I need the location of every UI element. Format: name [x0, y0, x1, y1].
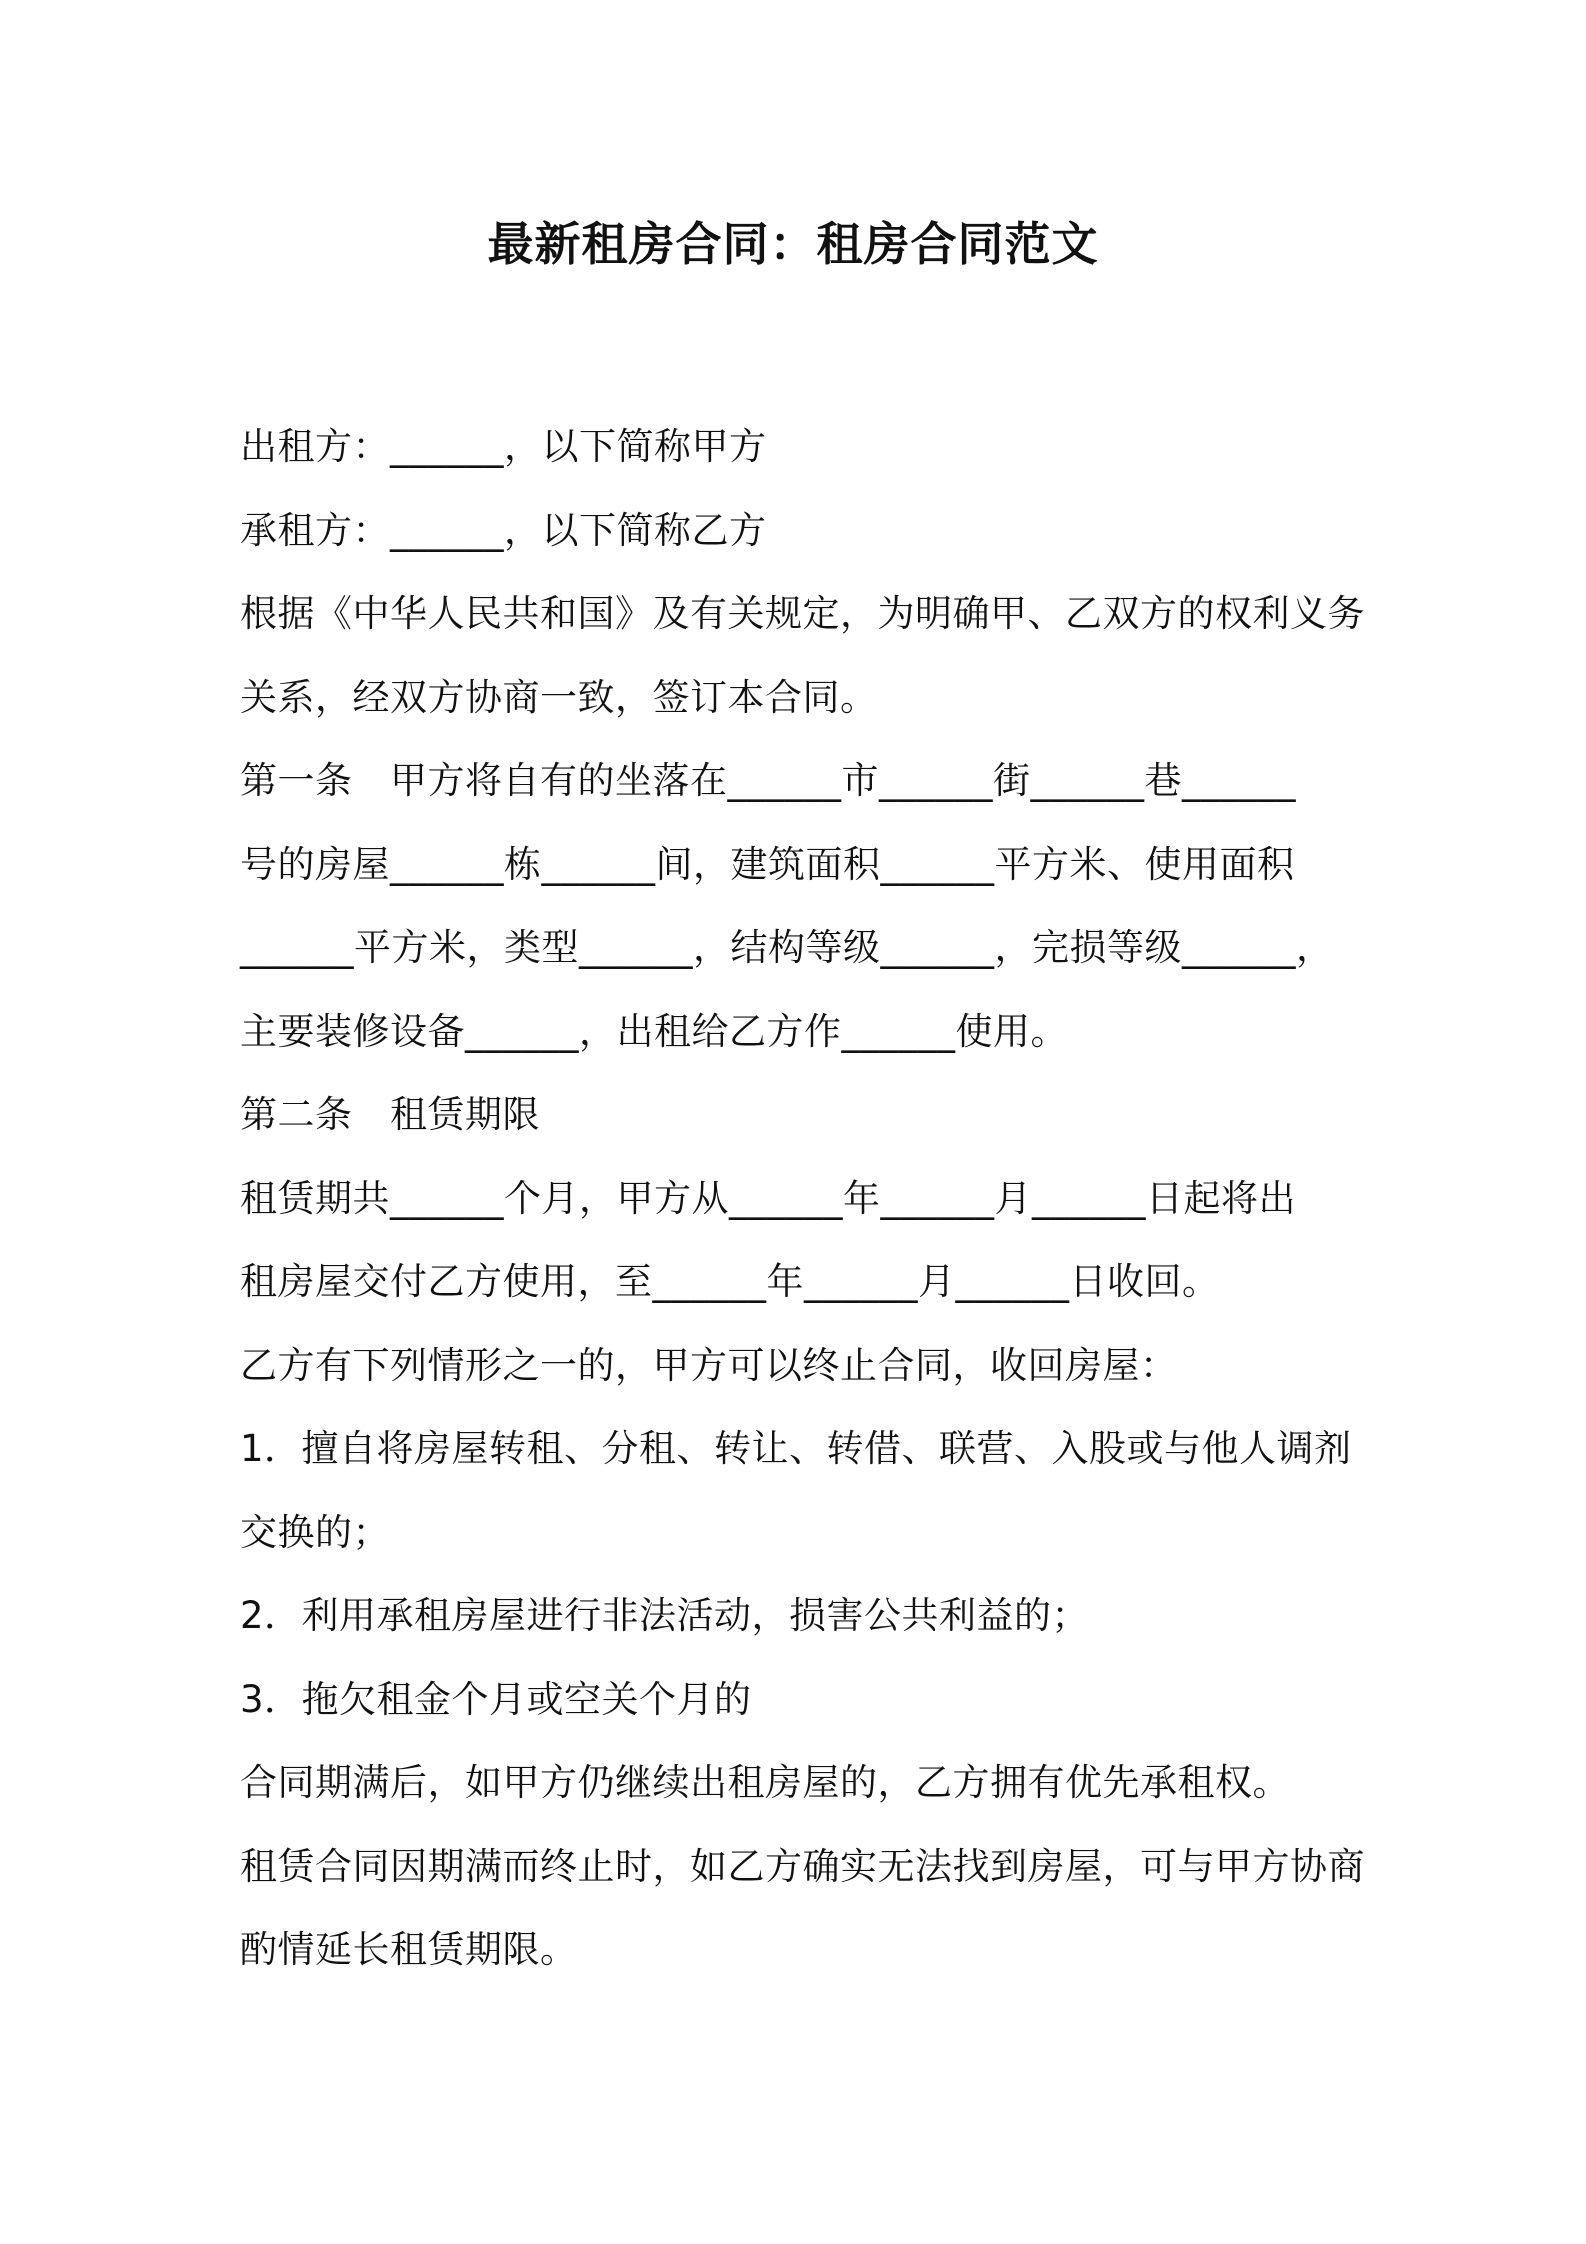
text-line-article-1-d: 主要装修设备______，出租给乙方作______使用。: [240, 1009, 1068, 1053]
text-line-term-b: 租房屋交付乙方使用，至______年______月______日收回。: [240, 1260, 1220, 1303]
text-line-preamble-1: 根据《中华人民共和国》及有关规定，为明确甲、乙双方的权利义务: [240, 592, 1365, 635]
document-body: [240, 405, 1365, 1992]
text-line-article-1-a: 第一条 甲方将自有的坐落在______市______街______巷______: [240, 759, 1296, 802]
text-line-lessee: 承租方：______，以下简称乙方: [240, 508, 767, 552]
text-line-termination-intro: 乙方有下列情形之一的，甲方可以终止合同，收回房屋：: [240, 1343, 1178, 1387]
text-line-preamble-2: 关系，经双方协商一致，签订本合同。: [240, 675, 878, 719]
text-line-term-a: 租赁期共______个月，甲方从______年______月______日起将出: [240, 1176, 1296, 1220]
text-line-item-2: 2．利用承租房屋进行非法活动，损害公共利益的；: [240, 1594, 1090, 1637]
text-line-priority: 合同期满后，如甲方仍继续出租房屋的，乙方拥有优先承租权。: [240, 1761, 1290, 1804]
text-line-extension-b: 酌情延长租赁期限。: [240, 1928, 578, 1971]
text-line-article-2-heading: 第二条 租赁期限: [240, 1093, 540, 1136]
text-line-item-1-a: 1．擅自将房屋转租、分租、转让、转借、联营、入股或与他人调剂: [240, 1427, 1352, 1470]
text-line-item-3: 3．拖欠租金个月或空关个月的: [240, 1677, 752, 1721]
text-line-article-1-b: 号的房屋______栋______间，建筑面积______平方米、使用面积: [240, 842, 1295, 886]
text-line-item-1-b: 交换的；: [240, 1510, 390, 1554]
text-line-extension-a: 租赁合同因期满而终止时，如乙方确实无法找到房屋，可与甲方协商: [240, 1844, 1365, 1888]
document-title: 最新租房合同：租房合同范文: [487, 217, 1099, 271]
text-line-article-1-c: ______平方米，类型______，结构等级______，完损等级______，: [240, 926, 1334, 969]
text-line-lessor: 出租方：______，以下简称甲方: [240, 425, 767, 468]
